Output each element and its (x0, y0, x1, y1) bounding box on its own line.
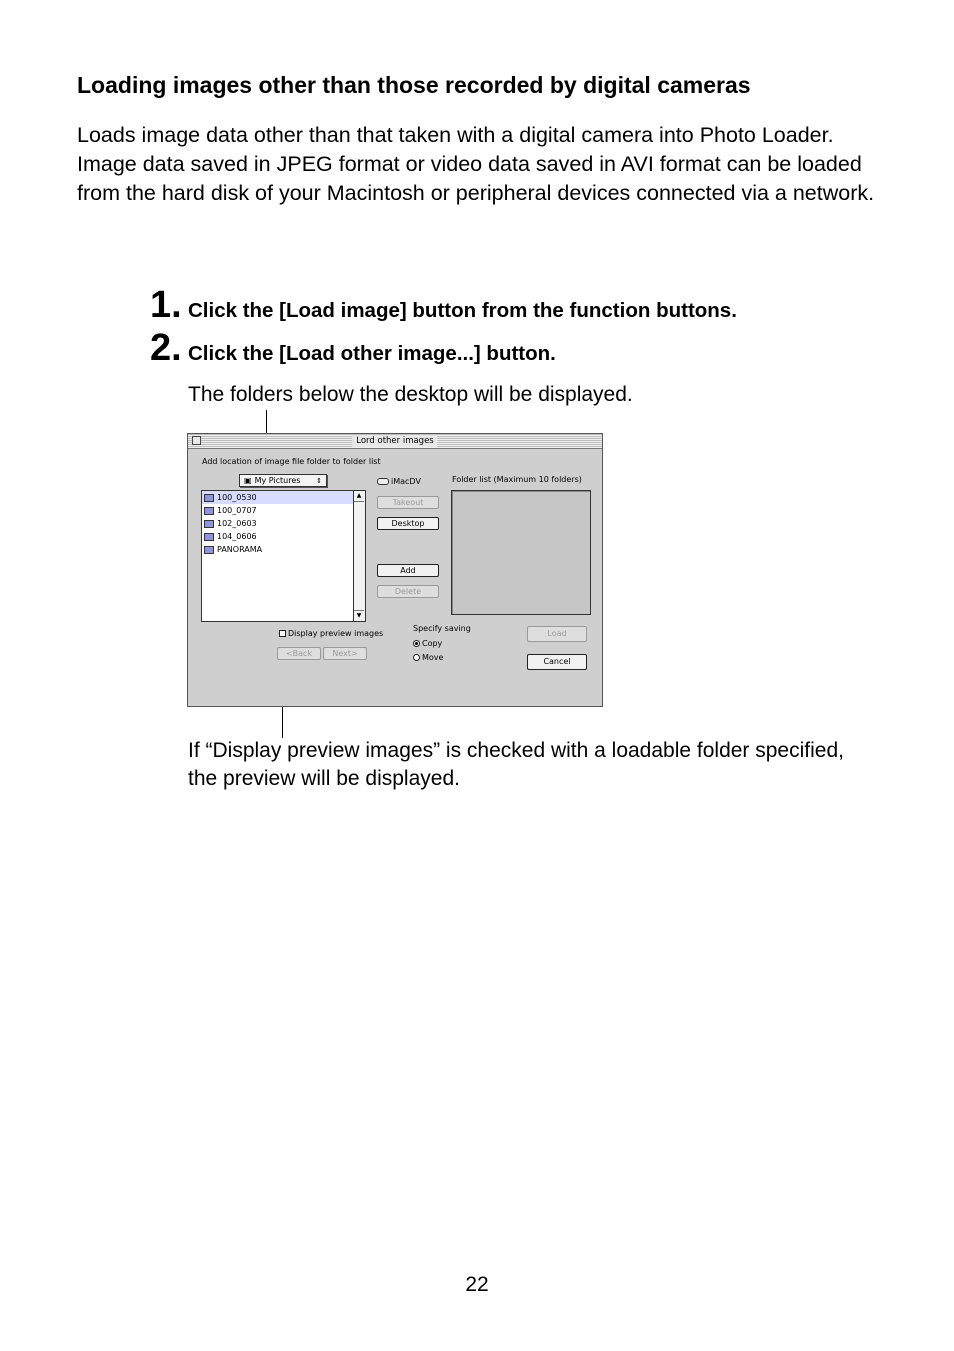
folder-icon (204, 494, 214, 502)
next-button[interactable]: Next> (323, 647, 367, 660)
delete-button[interactable]: Delete (377, 585, 439, 598)
intro-text (77, 121, 897, 208)
step-2-number: 2. (150, 327, 182, 369)
list-scrollbar[interactable] (353, 491, 365, 621)
note-preview: If “Display preview images” is checked with a loadable folder specified, the preview will be displayed. (188, 739, 844, 790)
move-radio[interactable] (413, 654, 420, 661)
intro-paragraph-1: Loads image data other than that taken with a digital camera into Photo Loader. (77, 123, 834, 147)
folder-icon: ▣ (244, 476, 252, 485)
takeout-button[interactable]: Takeout (377, 496, 439, 509)
imacdv-item: iMacDV (377, 477, 421, 486)
scroll-up-arrow-icon[interactable]: ▲ (354, 491, 364, 502)
step-2 (150, 327, 556, 370)
location-popup[interactable] (239, 474, 327, 487)
list-item[interactable]: 100_0530 (202, 491, 354, 504)
load-button[interactable]: Load (527, 626, 587, 642)
folder-icon (204, 507, 214, 515)
load-other-images-dialog (187, 433, 603, 707)
folder-list-label: Folder list (Maximum 10 folders) (452, 475, 582, 484)
folder-icon (204, 520, 214, 528)
close-box-icon[interactable] (192, 436, 201, 445)
dialog-title: Lord other images (352, 435, 437, 447)
step-1-text: Click the [Load image] button from the function buttons. (188, 299, 737, 322)
copy-radio[interactable] (413, 640, 420, 647)
scroll-down-arrow-icon[interactable]: ▼ (354, 610, 364, 621)
step-2-text: Click the [Load other image...] button. (188, 342, 556, 365)
intro-paragraph-2: Image data saved in JPEG format or video data saved in AVI format can be loaded from the hard disk of your Macintosh or peripheral devices connected via a network. (77, 152, 875, 205)
copy-radio-option[interactable]: Copy (413, 639, 442, 648)
folder-icon (204, 533, 214, 541)
imacdv-icon (377, 478, 389, 485)
list-item[interactable]: 100_0707 (202, 504, 354, 517)
folder-icon (204, 546, 214, 554)
step-1-number: 1. (150, 284, 182, 326)
display-preview-checkbox[interactable] (279, 630, 286, 637)
cancel-button[interactable]: Cancel (527, 654, 587, 670)
folder-browser-list[interactable] (201, 490, 366, 622)
back-button[interactable]: <Back (277, 647, 321, 660)
note-folders-displayed: The folders below the desktop will be displayed. (188, 383, 633, 406)
section-heading: Loading images other than those recorded by digital cameras (77, 72, 751, 98)
page-number: 22 (465, 1273, 489, 1296)
specify-saving-label: Specify saving (413, 624, 471, 633)
location-popup-value: My Pictures (254, 476, 301, 485)
folder-list-box[interactable] (451, 490, 591, 615)
dialog-titlebar (188, 434, 602, 449)
add-location-label: Add location of image file folder to folder list (202, 457, 381, 466)
list-item[interactable]: 104_0606 (202, 530, 354, 543)
updown-arrows-icon: ⇕ (316, 476, 322, 485)
display-preview-option[interactable]: Display preview images (279, 629, 383, 638)
move-radio-option[interactable]: Move (413, 653, 443, 662)
desktop-button[interactable]: Desktop (377, 517, 439, 530)
step-1 (150, 284, 737, 327)
add-button[interactable]: Add (377, 564, 439, 577)
list-item[interactable]: PANORAMA (202, 543, 354, 556)
list-item[interactable]: 102_0603 (202, 517, 354, 530)
